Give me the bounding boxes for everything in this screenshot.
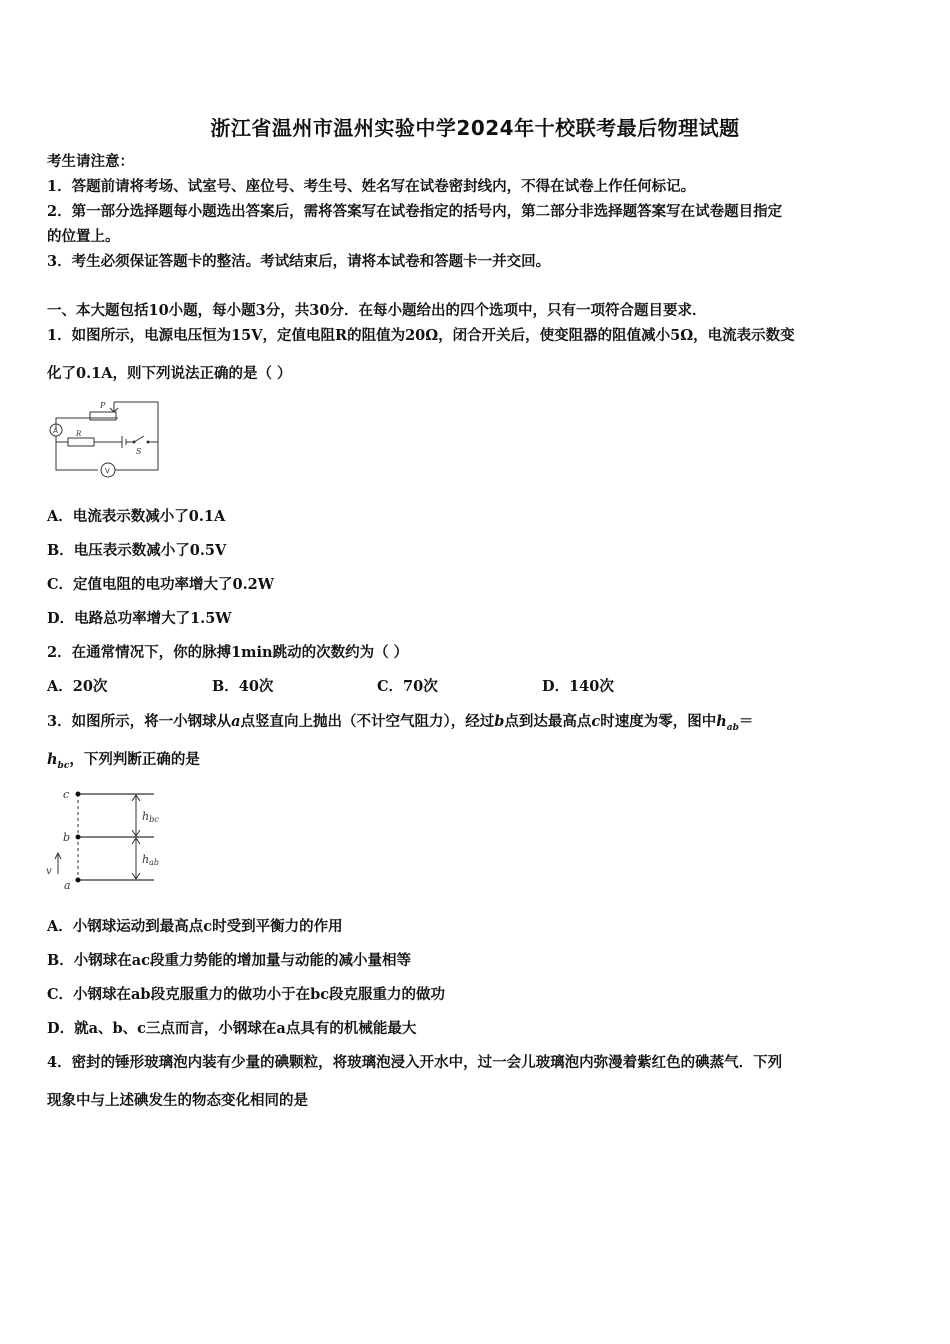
q3-point-a: a	[231, 713, 241, 730]
q4-stem-line1: 4．密封的锤形玻璃泡内装有少量的碘颗粒，将玻璃泡浸入开水中，过一会儿玻璃泡内弥漫着紫红色的碘蒸气．下列	[47, 1054, 783, 1071]
q3-motion-diagram	[42, 784, 172, 894]
q3-label-c: c	[63, 788, 70, 801]
q3-option-c: C．小钢球在ab段克服重力的做功小于在bc段克服重力的做功	[47, 986, 446, 1003]
q1-label-s: S	[136, 447, 142, 456]
q3-option-d: D．就a、b、c三点而言，小钢球在a点具有的机械能最大	[47, 1020, 417, 1037]
q1-label-r: R	[76, 430, 82, 438]
q1-label-v: V	[105, 467, 110, 475]
q2-option-b: B．40次	[212, 678, 274, 695]
svg-text:hab: hab	[142, 853, 159, 867]
q1-option-d: D．电路总功率增大了1.5W	[47, 610, 232, 627]
q3-option-a: A．小钢球运动到最高点c时受到平衡力的作用	[47, 918, 343, 935]
notice-item-2-cont: 的位置上。	[47, 228, 120, 245]
q2-stem: 2．在通常情况下，你的脉搏1min跳动的次数约为（ ）	[47, 644, 409, 661]
q3-stem-line2: $h_{bc}$，下列判断正确的是	[47, 751, 200, 771]
q1-label-p: P	[100, 401, 106, 410]
notice-item-1: 1．答题前请将考场、试室号、座位号、考生号、姓名写在试卷密封线内，不得在试卷上作任何标记。	[47, 178, 696, 195]
q3-stem-line1: 3．如图所示，将一小钢球从a点竖直向上抛出（不计空气阻力），经过b点到达最高点c时速度为零，图中$h_{ab}=$	[47, 713, 754, 733]
q1-option-b: B．电压表示数减小了0.5V	[47, 542, 227, 559]
q4-stem-line2: 现象中与上述碘发生的物态变化相同的是	[47, 1092, 308, 1109]
q3-point-c: c	[591, 713, 601, 730]
notice-item-2: 2．第一部分选择题每小题选出答案后，需将答案写在试卷指定的括号内，第二部分非选择题答案写在试卷题目指定	[47, 203, 783, 220]
q1-option-a: A．电流表示数减小了0.1A	[47, 508, 226, 525]
q2-option-c: C．70次	[377, 678, 438, 695]
svg-text:hbc: hbc	[142, 810, 159, 824]
notice-heading: 考生请注意：	[47, 153, 134, 170]
q3-label-hbc: h	[142, 810, 150, 823]
q3-option-b: B．小钢球在ac段重力势能的增加量与动能的减小量相等	[47, 952, 411, 969]
q1-option-c: C．定值电阻的电功率增大了0.2W	[47, 576, 275, 593]
q3-label-v: v	[46, 866, 52, 877]
q1-circuit-diagram	[44, 394, 168, 484]
page-title: 浙江省温州市温州实验中学2024年十校联考最后物理试题	[210, 116, 740, 140]
q1-stem-line1: 1．如图所示，电源电压恒为15V，定值电阻R的阻值为20Ω，闭合开关后，使变阻器的阻值减小5Ω，电流表示数变	[47, 327, 795, 344]
notice-item-3: 3．考生必须保证答题卡的整洁。考试结束后，请将本试卷和答题卡一并交回。	[47, 253, 551, 270]
q1-label-a: A	[53, 427, 58, 435]
q3-label-a: a	[64, 879, 71, 892]
q3-label-hab: h	[142, 853, 150, 866]
q1-stem-line2: 化了0.1A，则下列说法正确的是（ ）	[47, 365, 292, 382]
q2-option-d: D．140次	[542, 678, 614, 695]
q3-point-b: b	[494, 713, 505, 730]
section-heading: 一、本大题包括10小题，每小题3分，共30分．在每小题给出的四个选项中，只有一项符合题目要求．	[47, 302, 707, 319]
q3-label-b: b	[63, 831, 71, 844]
q2-option-a: A．20次	[47, 678, 108, 695]
